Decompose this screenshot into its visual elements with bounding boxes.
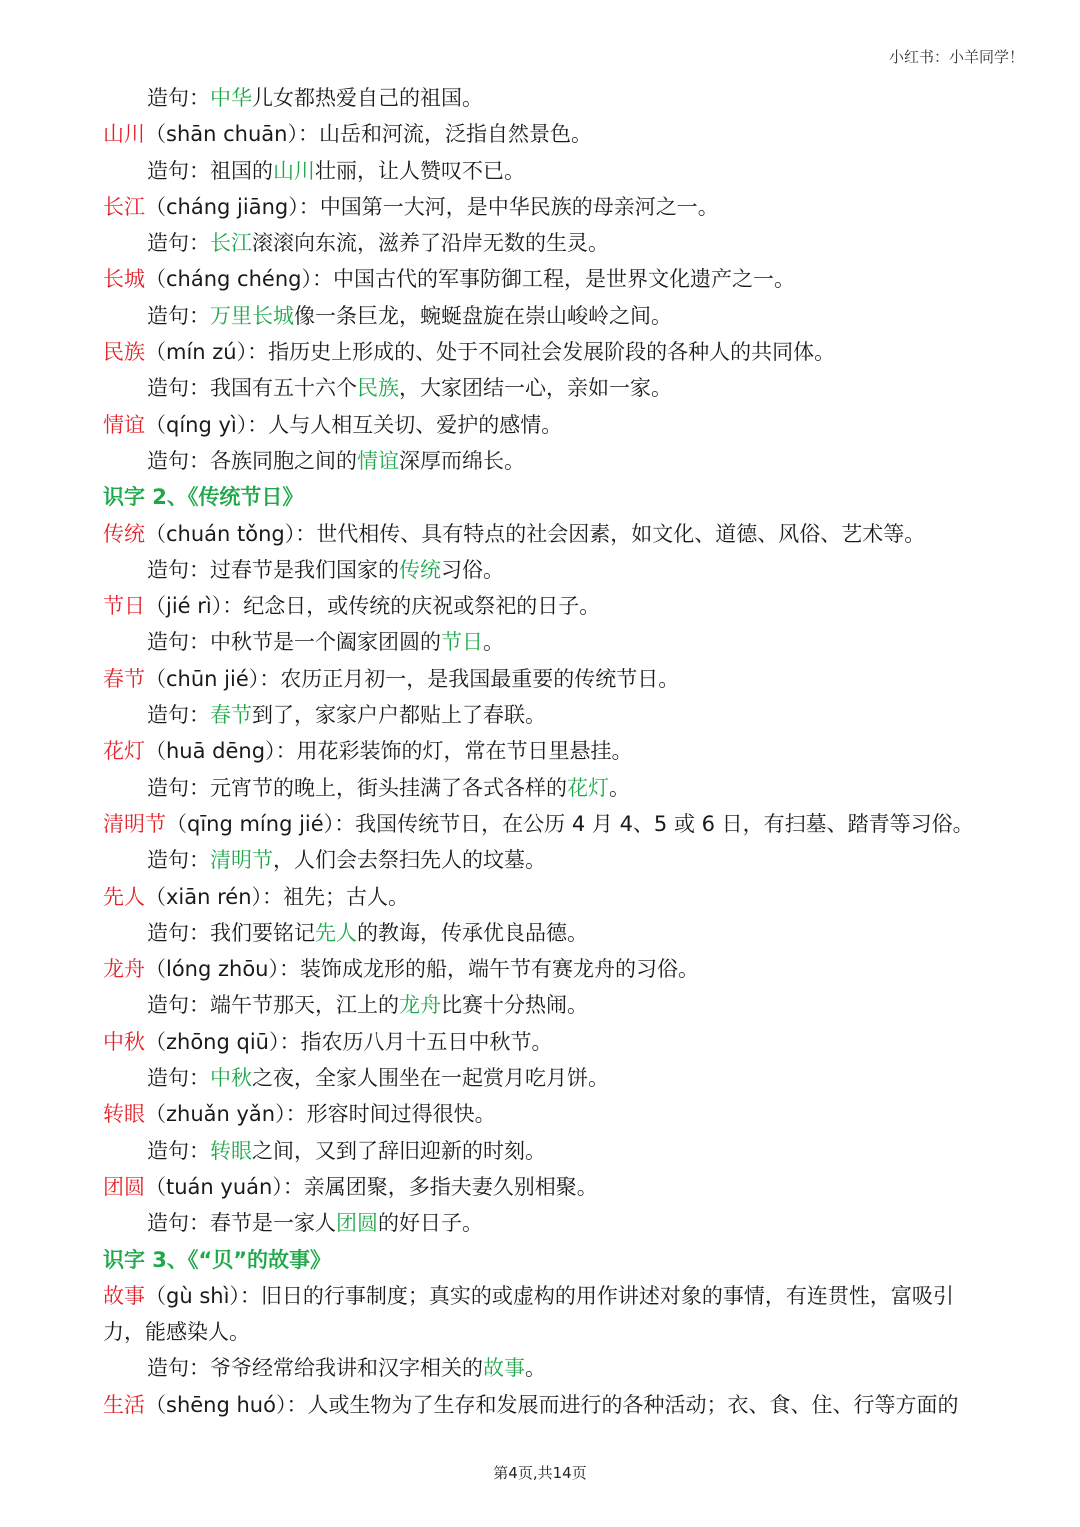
vocab-term: 传统	[103, 521, 145, 546]
vocab-entry	[103, 879, 983, 915]
example-text-before: 爷爷经常给我讲和汉字相关的	[210, 1356, 483, 1381]
example-highlight: 中秋	[210, 1066, 252, 1091]
vocab-entry	[103, 1278, 983, 1351]
vocab-pinyin: （gù shì）	[145, 1283, 240, 1308]
vocab-entry	[103, 806, 983, 842]
example-text-after: 的好日子。	[378, 1211, 483, 1236]
vocab-entry	[103, 1169, 983, 1205]
vocab-definition: ：人与人相互关切、爱护的感情。	[247, 412, 563, 437]
example-label: 造句：	[147, 1138, 210, 1163]
example-sentence	[103, 697, 983, 733]
example-label: 造句：	[147, 1211, 210, 1236]
example-highlight: 团圆	[336, 1211, 378, 1236]
vocab-term: 长江	[103, 194, 145, 219]
example-label: 造句：	[147, 86, 210, 110]
vocab-pinyin: （mín zú）	[145, 340, 248, 365]
example-text-after: 。	[483, 630, 504, 655]
example-label: 造句：	[147, 303, 210, 328]
example-text-before: 春节是一家人	[210, 1211, 336, 1236]
vocab-definition: ：亲属团聚，多指夫妻久别相聚。	[282, 1174, 598, 1199]
vocab-definition: ：装饰成龙形的船，端午节有赛龙舟的习俗。	[279, 957, 699, 982]
example-label: 造句：	[147, 1356, 210, 1381]
vocab-term: 情谊	[103, 412, 145, 437]
example-label: 造句：	[147, 848, 210, 873]
vocab-entry	[103, 733, 983, 769]
example-text-after: ，大家团结一心，亲如一家。	[399, 376, 672, 401]
example-highlight: 长江	[210, 231, 252, 256]
vocab-pinyin: （jié rì）	[145, 594, 223, 619]
example-sentence	[103, 298, 983, 334]
vocab-term: 故事	[103, 1283, 145, 1308]
example-text-after: 深厚而绵长。	[399, 448, 525, 473]
vocab-definition: ：山岳和河流，泛指自然景色。	[297, 122, 592, 147]
vocab-term: 中秋	[103, 1029, 145, 1054]
example-label: 造句：	[147, 557, 210, 582]
vocab-pinyin: （xiān rén）	[145, 884, 263, 909]
example-highlight: 春节	[210, 703, 252, 728]
example-highlight: 情谊	[357, 448, 399, 473]
vocab-term: 民族	[103, 340, 145, 365]
vocab-term: 节日	[103, 594, 145, 619]
example-text-after: 习俗。	[441, 557, 504, 582]
example-highlight: 节日	[441, 630, 483, 655]
vocab-pinyin: （lóng zhōu）	[145, 957, 279, 982]
example-highlight: 转眼	[210, 1138, 252, 1163]
vocab-entry	[103, 407, 983, 443]
example-sentence	[103, 770, 983, 806]
example-label: 造句：	[147, 920, 210, 945]
example-sentence	[103, 915, 983, 951]
document-body	[103, 80, 983, 1423]
example-text-after: 。	[609, 775, 630, 800]
example-text-before: 各族同胞之间的	[210, 448, 357, 473]
vocab-entry	[103, 516, 983, 552]
example-text-after: 儿女都热爱自己的祖国。	[252, 86, 483, 110]
example-highlight: 山川	[273, 158, 315, 183]
example-highlight: 民族	[357, 376, 399, 401]
section-heading: 识字 3、《“贝”的故事》	[103, 1247, 332, 1272]
vocab-pinyin: （qīng míng jié）	[166, 811, 335, 836]
example-label: 造句：	[147, 376, 210, 401]
vocab-definition: ：指历史上形成的、处于不同社会发展阶段的各种人的共同体。	[247, 340, 836, 365]
vocab-term: 转眼	[103, 1102, 145, 1127]
vocab-pinyin: （cháng jiāng）	[145, 194, 299, 219]
vocab-entry	[103, 661, 983, 697]
vocab-term: 长城	[103, 267, 145, 292]
example-text-before: 元宵节的晚上，街头挂满了各式各样的	[210, 775, 567, 800]
example-sentence	[103, 153, 983, 189]
example-sentence	[103, 842, 983, 878]
example-sentence	[103, 370, 983, 406]
example-text-after: 滚滚向东流，滋养了沿岸无数的生灵。	[252, 231, 609, 256]
example-text-after: 。	[525, 1356, 546, 1381]
vocab-definition: ：用花彩装饰的灯，常在节日里悬挂。	[275, 739, 633, 764]
example-sentence	[103, 1060, 983, 1096]
vocab-definition: ：指农历八月十五日中秋节。	[279, 1029, 553, 1054]
vocab-term: 清明节	[103, 811, 166, 836]
vocab-definition: ：纪念日，或传统的庆祝或祭祀的日子。	[222, 594, 601, 619]
example-highlight: 传统	[399, 557, 441, 582]
example-sentence	[103, 80, 983, 116]
example-text-after: 之夜，全家人围坐在一起赏月吃月饼。	[252, 1066, 609, 1091]
vocab-definition: ：旧日的行事制度；真实的或虚构的用作讲述对象的事情，有连贯性，富吸引力，能感染人。	[103, 1283, 954, 1345]
example-highlight: 故事	[483, 1356, 525, 1381]
example-text-after: 到了，家家户户都贴上了春联。	[252, 703, 546, 728]
vocab-term: 春节	[103, 666, 145, 691]
watermark-text: 小红书：小羊同学！	[888, 48, 1024, 66]
vocab-term: 团圆	[103, 1174, 145, 1199]
example-label: 造句：	[147, 993, 210, 1018]
vocab-entry	[103, 189, 983, 225]
page-number: 第4页,共14页	[493, 1464, 587, 1482]
vocab-entry	[103, 1096, 983, 1132]
example-label: 造句：	[147, 703, 210, 728]
vocab-term: 龙舟	[103, 957, 145, 982]
example-text-after: 之间，又到了辞旧迎新的时刻。	[252, 1138, 546, 1163]
vocab-entry	[103, 1024, 983, 1060]
example-label: 造句：	[147, 158, 210, 183]
vocab-pinyin: （chūn jié）	[145, 666, 260, 691]
vocab-definition: ：中国古代的军事防御工程，是世界文化遗产之一。	[311, 267, 795, 292]
example-highlight: 万里长城	[210, 303, 294, 328]
vocab-entry	[103, 951, 983, 987]
vocab-entry	[103, 1387, 983, 1423]
example-highlight: 中华	[210, 86, 252, 110]
example-sentence	[103, 624, 983, 660]
vocab-definition: ：人或生物为了生存和发展而进行的各种活动；衣、食、住、行等方面的	[286, 1392, 959, 1417]
example-text-before: 我们要铭记	[210, 920, 315, 945]
example-sentence	[103, 1205, 983, 1241]
example-text-before: 祖国的	[210, 158, 273, 183]
example-sentence	[103, 552, 983, 588]
vocab-entry	[103, 588, 983, 624]
vocab-pinyin: （qíng yì）	[145, 412, 248, 437]
vocab-entry	[103, 334, 983, 370]
example-sentence	[103, 443, 983, 479]
example-label: 造句：	[147, 775, 210, 800]
example-label: 造句：	[147, 1066, 210, 1091]
vocab-term: 先人	[103, 884, 145, 909]
example-text-after: 壮丽，让人赞叹不已。	[315, 158, 525, 183]
example-sentence	[103, 987, 983, 1023]
vocab-pinyin: （shān chuān）	[145, 122, 298, 147]
vocab-pinyin: （zhōng qiū）	[145, 1029, 280, 1054]
vocab-definition: ：祖先；古人。	[262, 884, 410, 909]
example-highlight: 花灯	[567, 775, 609, 800]
vocab-entry	[103, 116, 983, 152]
example-label: 造句：	[147, 231, 210, 256]
example-text-after: 比赛十分热闹。	[441, 993, 588, 1018]
example-text-after: 像一条巨龙，蜿蜒盘旋在崇山峻岭之间。	[294, 303, 672, 328]
vocab-pinyin: （tuán yuán）	[145, 1174, 283, 1199]
vocab-term: 花灯	[103, 739, 145, 764]
vocab-pinyin: （zhuǎn yǎn）	[145, 1102, 286, 1127]
vocab-pinyin: （shēng huó）	[145, 1392, 287, 1417]
example-label: 造句：	[147, 630, 210, 655]
vocab-term: 山川	[103, 122, 145, 147]
vocab-definition: ：世代相传、具有特点的社会因素，如文化、道德、风俗、艺术等。	[295, 521, 926, 546]
example-text-before: 中秋节是一个阖家团圆的	[210, 630, 441, 655]
vocab-pinyin: （chuán tǒng）	[145, 521, 296, 546]
example-text-before: 我国有五十六个	[210, 376, 357, 401]
vocab-pinyin: （huā dēng）	[145, 739, 276, 764]
example-highlight: 龙舟	[399, 993, 441, 1018]
example-sentence	[103, 225, 983, 261]
example-text-before: 过春节是我们国家的	[210, 557, 399, 582]
example-sentence	[103, 1133, 983, 1169]
section-heading: 识字 2、《传统节日》	[103, 485, 304, 510]
example-text-after: 的教诲，传承优良品德。	[357, 920, 588, 945]
vocab-definition: ：农历正月初一，是我国最重要的传统节日。	[259, 666, 680, 691]
vocab-term: 生活	[103, 1392, 145, 1417]
example-highlight: 先人	[315, 920, 357, 945]
example-label: 造句：	[147, 448, 210, 473]
example-sentence	[103, 1350, 983, 1386]
example-text-before: 端午节那天，江上的	[210, 993, 399, 1018]
example-text-after: ，人们会去祭扫先人的坟墓。	[273, 848, 546, 873]
vocab-pinyin: （cháng chéng）	[145, 267, 312, 292]
example-highlight: 清明节	[210, 848, 273, 873]
vocab-definition: ：我国传统节日，在公历 4 月 4、5 或 6 日，有扫墓、踏青等习俗。	[334, 811, 974, 836]
vocab-definition: ：中国第一大河，是中华民族的母亲河之一。	[298, 194, 719, 219]
vocab-entry	[103, 261, 983, 297]
vocab-definition: ：形容时间过得很快。	[285, 1102, 496, 1127]
